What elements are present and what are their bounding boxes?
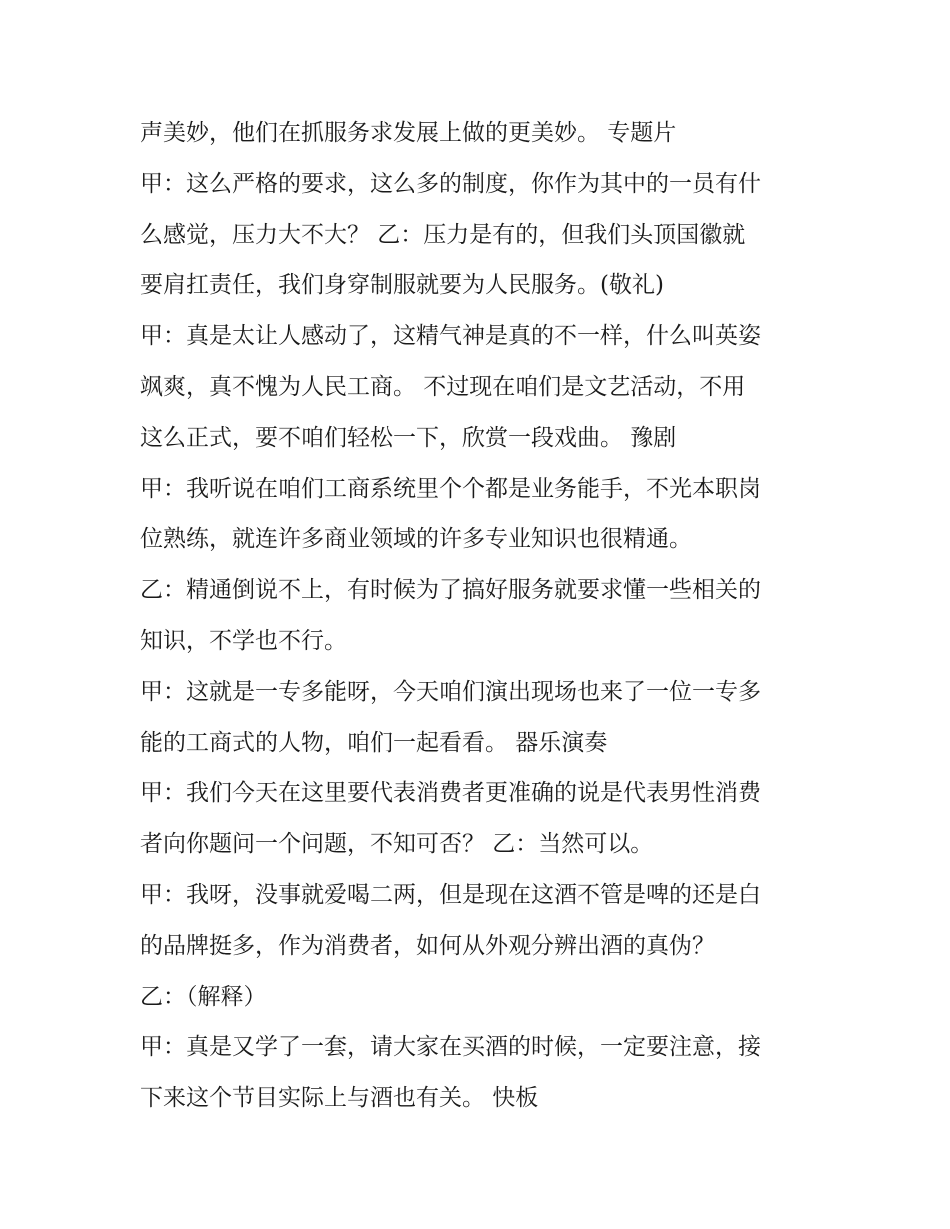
- text-line: 甲：我们今天在这里要代表消费者更准确的说是代表男性消费: [140, 780, 761, 807]
- text-line: 乙：（解释）: [140, 983, 267, 1010]
- document-body: [140, 108, 820, 1124]
- text-line: 要肩扛责任，我们身穿制服就要为人民服务。(敬礼): [140, 272, 664, 299]
- text-line: 这么正式，要不咱们轻松一下，欣赏一段戏曲。 豫剧: [140, 424, 677, 451]
- text-line: 甲：这就是一专多能呀，今天咱们演出现场也来了一位一专多: [140, 678, 761, 705]
- text-line: 位熟练，就连许多商业领域的许多专业知识也很精通。: [140, 526, 692, 553]
- text-line: 甲：我呀，没事就爱喝二两，但是现在这酒不管是啤的还是白: [140, 881, 761, 908]
- text-line: 下来这个节目实际上与酒也有关。 快板: [140, 1085, 539, 1112]
- text-line: 甲：这么严格的要求，这么多的制度，你作为其中的一员有什: [140, 170, 761, 197]
- text-line: 能的工商式的人物，咱们一起看看。 器乐演奏: [140, 729, 608, 756]
- text-line: 声美妙，他们在抓服务求发展上做的更美妙。 专题片: [140, 120, 677, 146]
- text-line: 知识，不学也不行。: [140, 627, 347, 654]
- text-line: 者向你题问一个问题，不知可否？ 乙：当然可以。: [140, 831, 654, 858]
- text-line: 的品牌挺多，作为消费者，如何从外观分辨出酒的真伪？: [140, 932, 715, 959]
- text-line: 飒爽，真不愧为人民工商。 不过现在咱们是文艺活动，不用: [140, 373, 746, 400]
- text-line: 么感觉，压力大不大？ 乙：压力是有的，但我们头顶国徽就: [140, 221, 746, 248]
- text-line: 甲：真是太让人感动了，这精气神是真的不一样，什么叫英姿: [140, 323, 761, 350]
- text-line: 乙：精通倒说不上，有时候为了搞好服务就要求懂一些相关的: [140, 577, 761, 604]
- text-line: 甲：我听说在咱们工商系统里个个都是业务能手，不光本职岗: [140, 475, 761, 502]
- text-line: 甲：真是又学了一套，请大家在买酒的时候，一定要注意，接: [140, 1034, 761, 1061]
